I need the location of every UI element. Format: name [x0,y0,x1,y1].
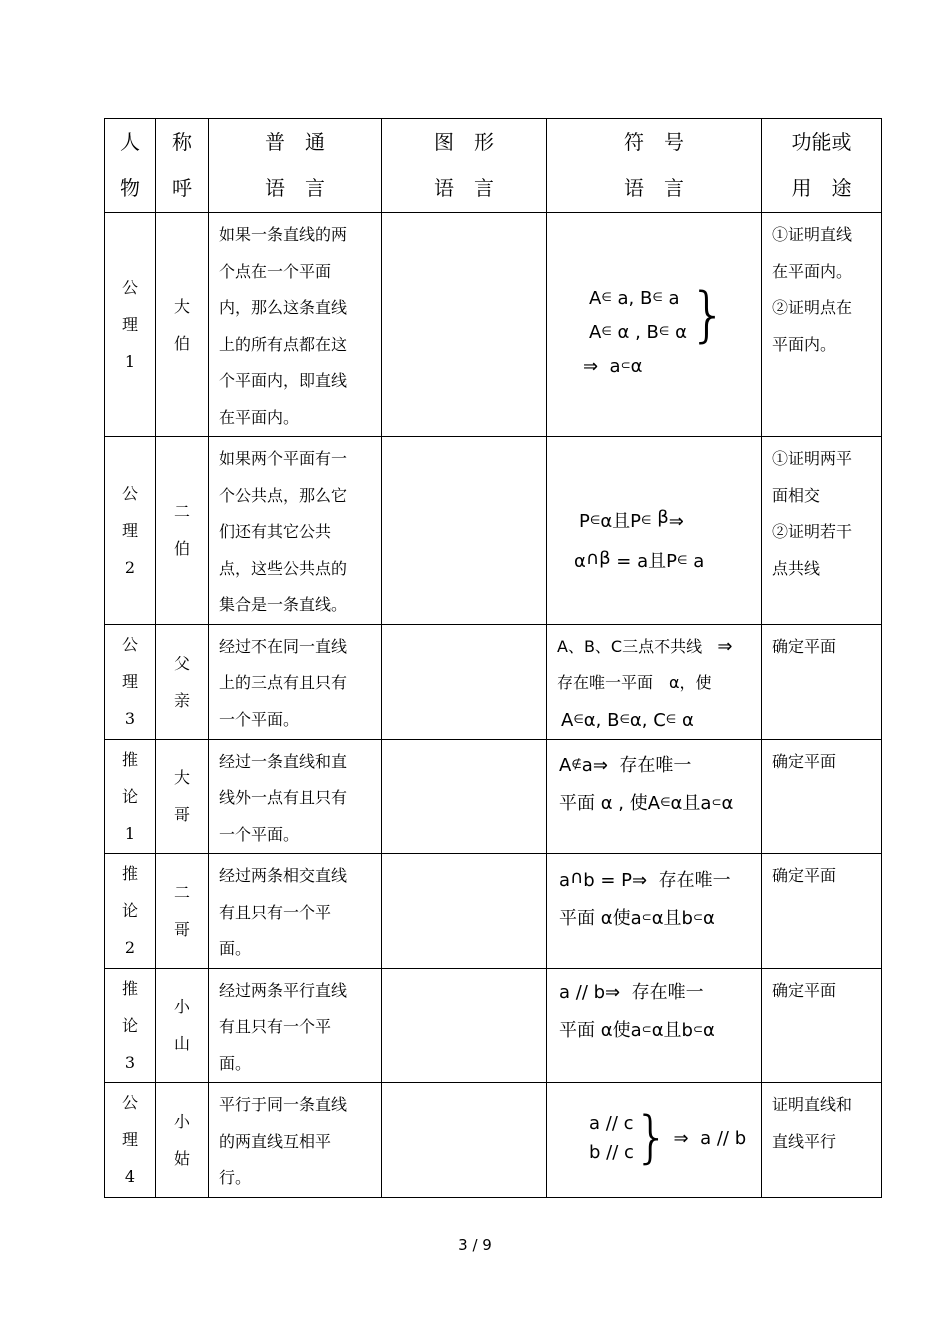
header-ordinary: 普 通 语 言 [209,119,382,213]
row-function: ①证明两平 面相交 ②证明若干 点共线 [762,437,882,625]
right-brace: } [633,1105,670,1170]
row-ordinary: 经过两条平行直线 有且只有一个平 面。 [209,968,382,1083]
row-name: 二 哥 [156,854,209,969]
row-symbol: A∈ a, B∈ a A∈ α , B∈ α } ⇒ a⊂α [547,213,762,437]
row-name: 二 伯 [156,437,209,625]
row-ordinary: 经过两条相交直线 有且只有一个平 面。 [209,854,382,969]
row-figure [382,854,547,969]
row-ordinary: 如果两个平面有一 个公共点，那么它 们还有其它公共 点，这些公共点的 集合是一条直线。 [209,437,382,625]
row-category: 推 论 3 [105,968,156,1083]
row-ordinary: 平行于同一条直线 的两直线互相平 行。 [209,1083,382,1198]
row-category: 推 论 2 [105,854,156,969]
row-name: 小 山 [156,968,209,1083]
row-symbol: P∈α且P∈ β⇒ α∩β = a且P∈ a [547,437,762,625]
row-ordinary: 如果一条直线的两 个点在一个平面 内，那么这条直线 上的所有点都在这 个平面内，即直线 在平面内。 [209,213,382,437]
row-symbol: a // c b // c } ⇒ a // b [547,1083,762,1198]
header-symbol: 符 号 语 言 [547,119,762,213]
table-row [105,739,882,854]
row-category: 公 理 1 [105,213,156,437]
row-symbol: a // b⇒ 存在唯一 平面 α使a⊂α且b⊂α [547,968,762,1083]
row-category: 公 理 4 [105,1083,156,1198]
row-symbol: a∩b = P⇒ 存在唯一 平面 α使a⊂α且b⊂α [547,854,762,969]
header-function: 功能或 用 途 [762,119,882,213]
row-function: 确定平面 [762,854,882,969]
row-name: 大 哥 [156,739,209,854]
header-person: 人 物 [105,119,156,213]
header-row [105,119,882,213]
row-ordinary: 经过不在同一直线 上的三点有且只有 一个平面。 [209,624,382,739]
row-symbol: A、B、C三点不共线 ⇒ 存在唯一平面 α，使 A∈α, B∈α, C∈ α [547,624,762,739]
row-function: 证明直线和 直线平行 [762,1083,882,1198]
table-row [105,968,882,1083]
row-name: 父 亲 [156,624,209,739]
row-figure [382,213,547,437]
row-figure [382,624,547,739]
row-name: 大 伯 [156,213,209,437]
row-function: 确定平面 [762,739,882,854]
table-row [105,1083,882,1198]
axioms-table [104,118,882,1198]
row-ordinary: 经过一条直线和直 线外一点有且只有 一个平面。 [209,739,382,854]
row-figure [382,968,547,1083]
row-category: 推 论 1 [105,739,156,854]
row-name: 小 姑 [156,1083,209,1198]
page-number: 3 / 9 [458,1236,492,1254]
header-figure: 图 形 语 言 [382,119,547,213]
row-symbol: A∉a⇒ 存在唯一 平面 α , 使A∈α且a⊂α [547,739,762,854]
header-title: 称 呼 [156,119,209,213]
table-row [105,624,882,739]
row-figure [382,1083,547,1198]
row-function: 确定平面 [762,968,882,1083]
table-row [105,854,882,969]
table-row [105,437,882,625]
row-category: 公 理 3 [105,624,156,739]
row-category: 公 理 2 [105,437,156,625]
row-figure [382,437,547,625]
row-function: ①证明直线 在平面内。 ②证明点在 平面内。 [762,213,882,437]
row-function: 确定平面 [762,624,882,739]
table-row [105,213,882,437]
right-brace: } [688,280,728,350]
row-figure [382,739,547,854]
